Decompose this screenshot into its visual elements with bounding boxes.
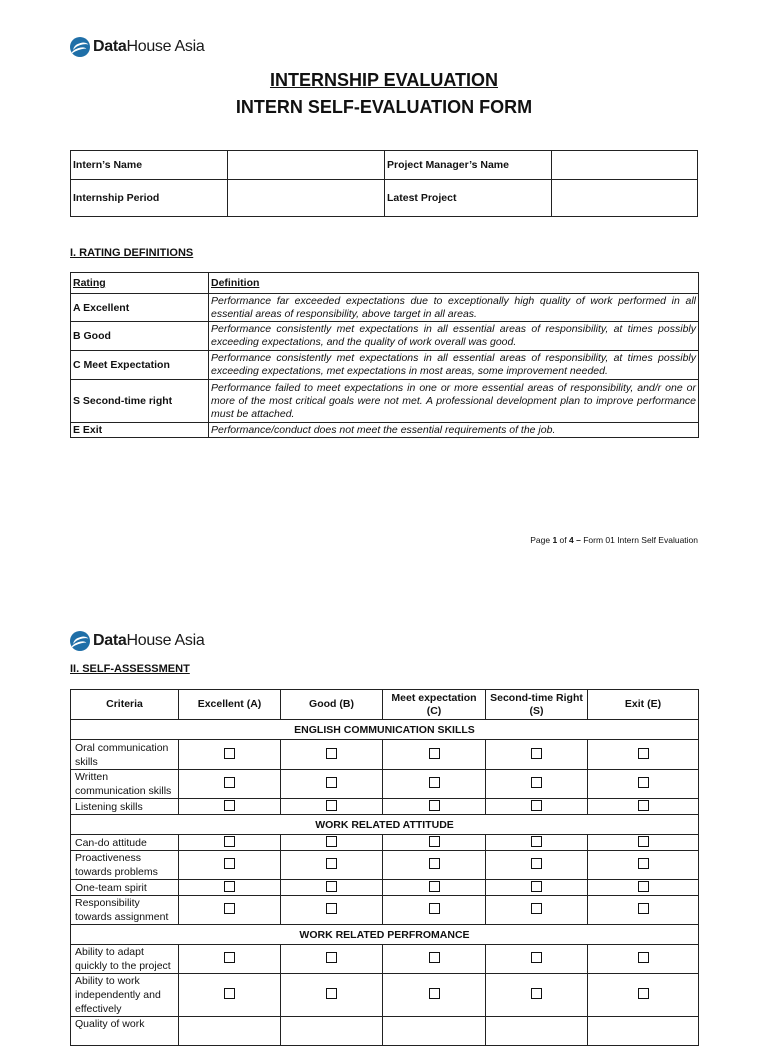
logo-text-house-asia: House Asia <box>126 632 205 649</box>
checkbox[interactable] <box>224 800 235 811</box>
rating-cell[interactable] <box>281 851 383 880</box>
col-good: Good (B) <box>281 690 383 720</box>
rating-label: C Meet Expectation <box>71 351 209 380</box>
rating-cell[interactable] <box>486 974 588 1017</box>
checkbox[interactable] <box>326 903 337 914</box>
criteria-label: Ability to work independently and effectively <box>71 974 179 1017</box>
rating-cell[interactable] <box>588 851 699 880</box>
rating-label: S Second-time right <box>71 380 209 423</box>
rating-cell[interactable] <box>383 799 486 815</box>
criteria-label: Proactiveness towards problems <box>71 851 179 880</box>
checkbox[interactable] <box>638 800 649 811</box>
rating-cell[interactable] <box>281 740 383 770</box>
rating-cell[interactable] <box>281 770 383 799</box>
checkbox[interactable] <box>224 952 235 963</box>
section-rating-definitions: I. RATING DEFINITIONS <box>70 247 194 259</box>
checkbox[interactable] <box>429 858 440 869</box>
rating-cell[interactable] <box>383 835 486 851</box>
rating-cell[interactable] <box>588 896 699 925</box>
rating-label: A Excellent <box>71 294 209 322</box>
checkbox[interactable] <box>531 988 542 999</box>
checkbox[interactable] <box>326 952 337 963</box>
footer-page-word: Page <box>530 535 553 545</box>
criteria-label: Oral communication skills <box>71 740 179 770</box>
checkbox[interactable] <box>638 988 649 999</box>
checkbox[interactable] <box>326 858 337 869</box>
category-header: WORK RELATED PERFROMANCE <box>71 925 699 945</box>
checkbox[interactable] <box>429 836 440 847</box>
checkbox[interactable] <box>429 952 440 963</box>
rating-cell[interactable] <box>486 851 588 880</box>
rating-definition: Performance failed to meet expectations in one or more essential areas of responsibility, and/r one or more of the most critical goals were not met. A professional development plan to improve performance must be attached. <box>209 380 699 423</box>
rating-cell[interactable] <box>179 851 281 880</box>
globe-icon <box>70 37 90 57</box>
page-title: INTERNSHIP EVALUATION <box>269 70 498 90</box>
logo-text-data: Data <box>93 632 127 649</box>
checkbox[interactable] <box>224 988 235 999</box>
checkbox[interactable] <box>429 800 440 811</box>
footer-current-page: 1 <box>552 535 558 545</box>
page-subtitle: INTERN SELF-EVALUATION FORM <box>235 97 533 117</box>
checkbox[interactable] <box>326 777 337 788</box>
rating-cell[interactable] <box>383 974 486 1017</box>
rating-cell[interactable] <box>588 1017 699 1046</box>
project-label: Latest Project <box>385 180 552 217</box>
rating-cell[interactable] <box>179 945 281 974</box>
rating-cell[interactable] <box>486 896 588 925</box>
rating-cell[interactable] <box>588 799 699 815</box>
checkbox[interactable] <box>224 881 235 892</box>
checkbox[interactable] <box>326 881 337 892</box>
rating-cell[interactable] <box>588 945 699 974</box>
criteria-label: Listening skills <box>71 799 179 815</box>
rating-cell[interactable] <box>281 835 383 851</box>
rating-cell[interactable] <box>588 880 699 896</box>
footer-of: of <box>557 535 569 545</box>
intern-name-label: Intern’s Name <box>71 151 228 180</box>
company-logo <box>70 631 204 651</box>
rating-cell[interactable] <box>383 851 486 880</box>
criteria-label: Written communication skills <box>71 770 179 799</box>
checkbox[interactable] <box>638 748 649 759</box>
rating-label: B Good <box>71 322 209 351</box>
rating-definitions-table <box>70 272 699 438</box>
checkbox[interactable] <box>531 836 542 847</box>
checkbox[interactable] <box>531 748 542 759</box>
rating-cell[interactable] <box>383 880 486 896</box>
rating-cell[interactable] <box>281 974 383 1017</box>
checkbox[interactable] <box>638 858 649 869</box>
rating-cell[interactable] <box>486 799 588 815</box>
category-header: ENGLISH COMMUNICATION SKILLS <box>71 720 699 740</box>
rating-cell[interactable] <box>179 770 281 799</box>
checkbox[interactable] <box>638 952 649 963</box>
checkbox[interactable] <box>429 881 440 892</box>
rating-cell[interactable] <box>383 740 486 770</box>
definition-header: Definition <box>209 273 699 294</box>
checkbox[interactable] <box>224 858 235 869</box>
checkbox[interactable] <box>224 748 235 759</box>
footer-form-name: Form 01 Intern Self Evaluation <box>583 535 698 545</box>
rating-cell[interactable] <box>588 835 699 851</box>
criteria-label: Can-do attitude <box>71 835 179 851</box>
page-footer <box>530 535 698 545</box>
self-assessment-table <box>70 689 699 1046</box>
pm-name-field[interactable] <box>552 151 698 180</box>
rating-cell[interactable] <box>486 880 588 896</box>
pm-name-label: Project Manager’s Name <box>385 151 552 180</box>
rating-cell[interactable] <box>383 945 486 974</box>
criteria-label: Quality of work <box>71 1017 179 1046</box>
rating-cell[interactable] <box>281 1017 383 1046</box>
checkbox[interactable] <box>429 748 440 759</box>
checkbox[interactable] <box>531 903 542 914</box>
company-logo <box>70 37 204 57</box>
rating-cell[interactable] <box>486 770 588 799</box>
rating-definition: Performance consistently met expectations in all essential areas of responsibility, at times possibly exceeding expectations, and the quality of work overall was good. <box>209 322 699 351</box>
rating-cell[interactable] <box>281 896 383 925</box>
intern-info-table <box>70 150 698 217</box>
rating-cell[interactable] <box>281 880 383 896</box>
checkbox[interactable] <box>531 952 542 963</box>
rating-cell[interactable] <box>281 799 383 815</box>
rating-cell[interactable] <box>281 945 383 974</box>
rating-cell[interactable] <box>486 835 588 851</box>
checkbox[interactable] <box>638 836 649 847</box>
rating-definition: Performance/conduct does not meet the essential requirements of the job. <box>209 423 699 438</box>
checkbox[interactable] <box>224 777 235 788</box>
rating-cell[interactable] <box>486 945 588 974</box>
checkbox[interactable] <box>531 881 542 892</box>
rating-cell[interactable] <box>588 974 699 1017</box>
rating-cell[interactable] <box>588 770 699 799</box>
rating-cell[interactable] <box>179 1017 281 1046</box>
rating-cell[interactable] <box>383 1017 486 1046</box>
checkbox[interactable] <box>531 858 542 869</box>
rating-cell[interactable] <box>179 896 281 925</box>
checkbox[interactable] <box>638 777 649 788</box>
checkbox[interactable] <box>326 836 337 847</box>
rating-cell[interactable] <box>179 880 281 896</box>
col-second-time: Second-time Right (S) <box>486 690 588 720</box>
checkbox[interactable] <box>531 800 542 811</box>
project-field[interactable] <box>552 180 698 217</box>
rating-cell[interactable] <box>588 740 699 770</box>
criteria-label: Responsibility towards assignment <box>71 896 179 925</box>
rating-cell[interactable] <box>179 835 281 851</box>
checkbox[interactable] <box>224 903 235 914</box>
checkbox[interactable] <box>429 777 440 788</box>
checkbox[interactable] <box>531 777 542 788</box>
checkbox[interactable] <box>429 988 440 999</box>
rating-cell[interactable] <box>179 974 281 1017</box>
rating-cell[interactable] <box>179 740 281 770</box>
rating-cell[interactable] <box>486 740 588 770</box>
footer-total-pages: 4 <box>569 535 574 545</box>
col-criteria: Criteria <box>71 690 179 720</box>
globe-icon <box>70 631 90 651</box>
rating-definition: Performance far exceeded expectations due to exceptionally high quality of work performed in all essential areas of responsibility, above target in all areas. <box>209 294 699 322</box>
rating-cell[interactable] <box>383 770 486 799</box>
period-field[interactable] <box>228 180 385 217</box>
rating-cell[interactable] <box>179 799 281 815</box>
category-header: WORK RELATED ATTITUDE <box>71 815 699 835</box>
footer-dash: – <box>573 535 584 545</box>
logo-text-data: Data <box>93 38 127 55</box>
rating-header: Rating <box>71 273 209 294</box>
checkbox[interactable] <box>638 903 649 914</box>
criteria-label: One-team spirit <box>71 880 179 896</box>
rating-cell[interactable] <box>383 896 486 925</box>
checkbox[interactable] <box>429 903 440 914</box>
rating-definition: Performance consistently met expectations in all essential areas of responsibility, at times possibly exceeding expectations, met expectations in most areas, some improvement needed. <box>209 351 699 380</box>
logo-text-house-asia: House Asia <box>126 38 205 55</box>
rating-cell[interactable] <box>486 1017 588 1046</box>
col-meet: Meet expectation (C) <box>383 690 486 720</box>
intern-name-field[interactable] <box>228 151 385 180</box>
checkbox[interactable] <box>638 881 649 892</box>
criteria-label: Ability to adapt quickly to the project <box>71 945 179 974</box>
checkbox[interactable] <box>326 988 337 999</box>
checkbox[interactable] <box>326 800 337 811</box>
section-self-assessment: II. SELF-ASSESSMENT <box>70 663 190 675</box>
col-exit: Exit (E) <box>588 690 699 720</box>
checkbox[interactable] <box>224 836 235 847</box>
checkbox[interactable] <box>326 748 337 759</box>
period-label: Internship Period <box>71 180 228 217</box>
rating-label: E Exit <box>71 423 209 438</box>
col-excellent: Excellent (A) <box>179 690 281 720</box>
